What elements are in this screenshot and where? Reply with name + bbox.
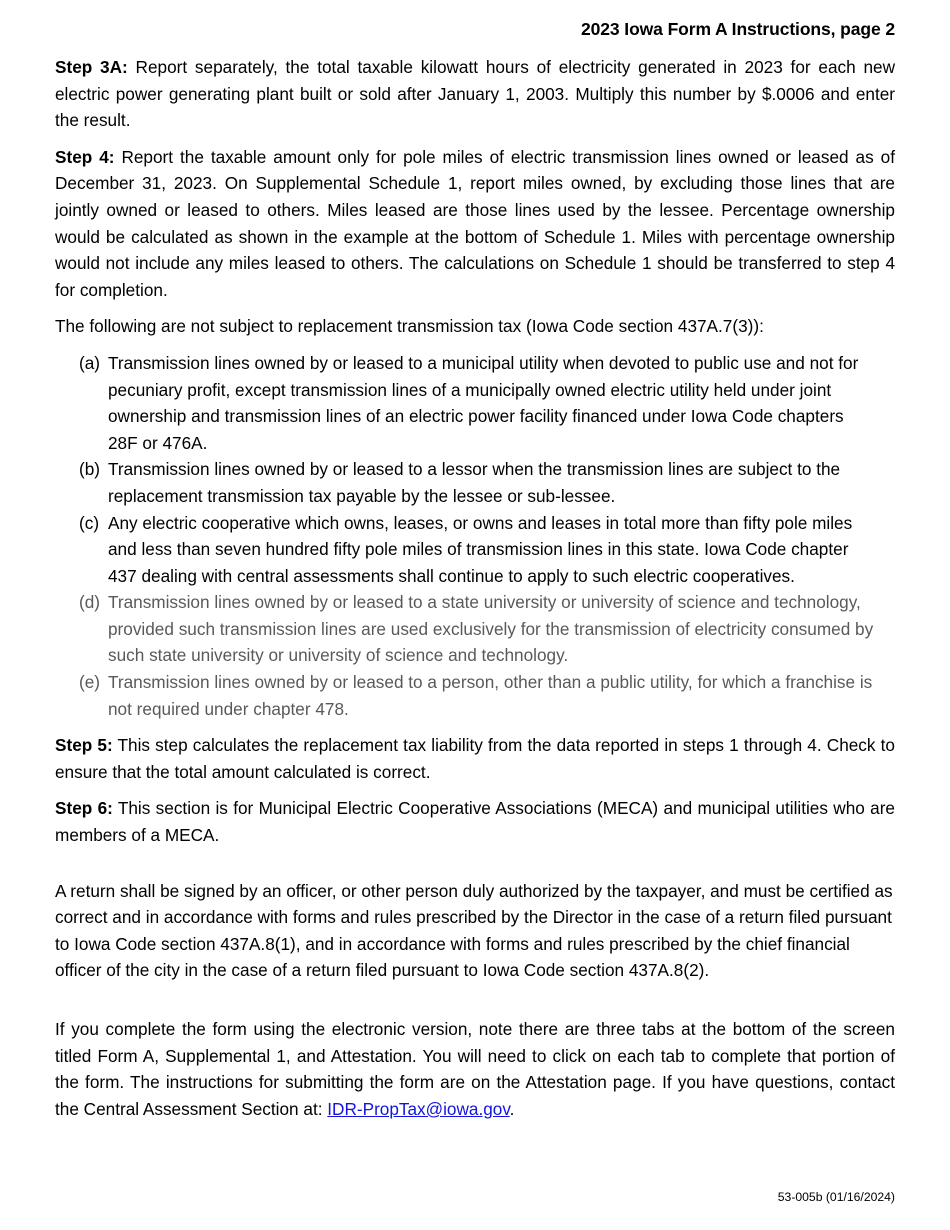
step-6-label: Step 6: <box>55 798 113 819</box>
spacer <box>55 40 895 54</box>
spacer <box>55 303 895 313</box>
list-item-text: Transmission lines owned by or leased to a person, other than a public utility, for which a franchise is not required under chapter 478. <box>108 672 873 719</box>
step-5-text: This step calculates the replacement tax liability from the data reported in steps 1 through 4. Check to ensure that the total amount calculated is correct. <box>55 735 895 782</box>
list-item-text: Any electric cooperative which owns, leases, or owns and leases in total more than fifty pole miles and less than seven hundred fifty pole miles of transmission lines in this state. Iowa Code chapter 437 dealing with central assessments shall continue to apply to such electric cooperatives. <box>108 512 853 586</box>
step-5-label: Step 5: <box>55 735 113 756</box>
paragraph-step-5 <box>55 732 895 785</box>
step-3a-text: Report separately, the total taxable kilowatt hours of electricity generated in 2023 for each new electric power generating plant built or sold after January 1, 2003. Multiply this number by $.0006 and enter the result. <box>55 57 896 131</box>
paragraph-step-4 <box>55 144 895 304</box>
list-item <box>55 589 895 669</box>
electronic-version-text: If you complete the form using the electronic version, note there are three tabs at the bottom of the screen titled Form A, Supplemental 1, and Attestation. You will need to click on each tab to complete that portion of the form. The instructions for submitting the form are on the Attestation page. If you have questions, contact the Central Assessment Section at: <box>55 1019 895 1119</box>
spacer <box>55 849 895 878</box>
list-item <box>55 350 895 456</box>
exclusions-list <box>55 350 895 722</box>
page-footer-form-number: 53-005b (01/16/2024) <box>777 1190 895 1204</box>
list-item-text: Transmission lines owned by or leased to a state university or university of science and technology, provided such transmission lines are used exclusively for the transmission of electricity consumed by such state university or university of science and technology. <box>108 592 874 666</box>
spacer <box>55 340 895 350</box>
paragraph-signature-requirements: A return shall be signed by an officer, or other person duly authorized by the taxpayer, and must be certified as correct and in accordance with forms and rules prescribed by the Director in the case of a return filed pursuant to Iowa Code section 437A.8(1), and in accordance with forms and rules prescribed by the chief financial officer of the city in the case of a return filed pursuant to Iowa Code section 437A.8(2). <box>55 880 893 981</box>
spacer <box>55 785 895 795</box>
list-item-text: Transmission lines owned by or leased to a municipal utility when devoted to public use and not for pecuniary profit, except transmission lines of a municipally owned electric utility held under joint ownership and transmission lines of an electric power facility financed under Iowa Code chapters 28F or 476A. <box>108 352 859 453</box>
step-3a-label: Step 3A: <box>55 57 128 77</box>
list-item-marker: (b) <box>79 459 101 480</box>
email-link[interactable]: IDR-PropTax@iowa.gov <box>327 1098 510 1119</box>
list-item <box>55 456 895 509</box>
step-4-text: Report the taxable amount only for pole miles of electric transmission lines owned or leased as of December 31, 2023. On Supplemental Schedule 1, report miles owned, by excluding those lines that are jointly owned or leased to others. Miles leased are those lines used by the lessee. Percentage ownership would be calculated as shown in the example at the bottom of Schedule 1. Miles with percentage ownership would not include any miles leased to others. The calculations on Schedule 1 should be transferred to step 4 for completion. <box>55 146 895 300</box>
list-item-marker: (e) <box>79 672 101 693</box>
electronic-version-text-end: . <box>509 1098 515 1119</box>
spacer <box>55 722 895 732</box>
list-item-marker: (c) <box>79 512 100 533</box>
list-item-text: Transmission lines owned by or leased to a lessor when the transmission lines are subject to the replacement transmission tax payable by the lessee or sub-lessee. <box>108 459 841 506</box>
list-item <box>55 510 895 590</box>
page-header-title: 2023 Iowa Form A Instructions, page 2 <box>581 19 895 39</box>
page-content <box>55 0 895 1122</box>
spacer <box>55 134 895 144</box>
exclusions-intro: The following are not subject to replacement transmission tax (Iowa Code section 437A.7(3)): <box>55 316 764 337</box>
paragraph-electronic-version <box>55 1016 895 1122</box>
paragraph-step-6 <box>55 795 895 848</box>
list-item-marker: (d) <box>79 592 101 613</box>
paragraph-step-3a <box>55 54 895 134</box>
list-item-marker: (a) <box>79 352 101 373</box>
step-4-label: Step 4: <box>55 146 115 167</box>
list-item <box>55 669 895 722</box>
step-6-text: This section is for Municipal Electric Cooperative Associations (MECA) and municipal utilities who are members of a MECA. <box>55 798 895 846</box>
spacer <box>55 984 895 1016</box>
